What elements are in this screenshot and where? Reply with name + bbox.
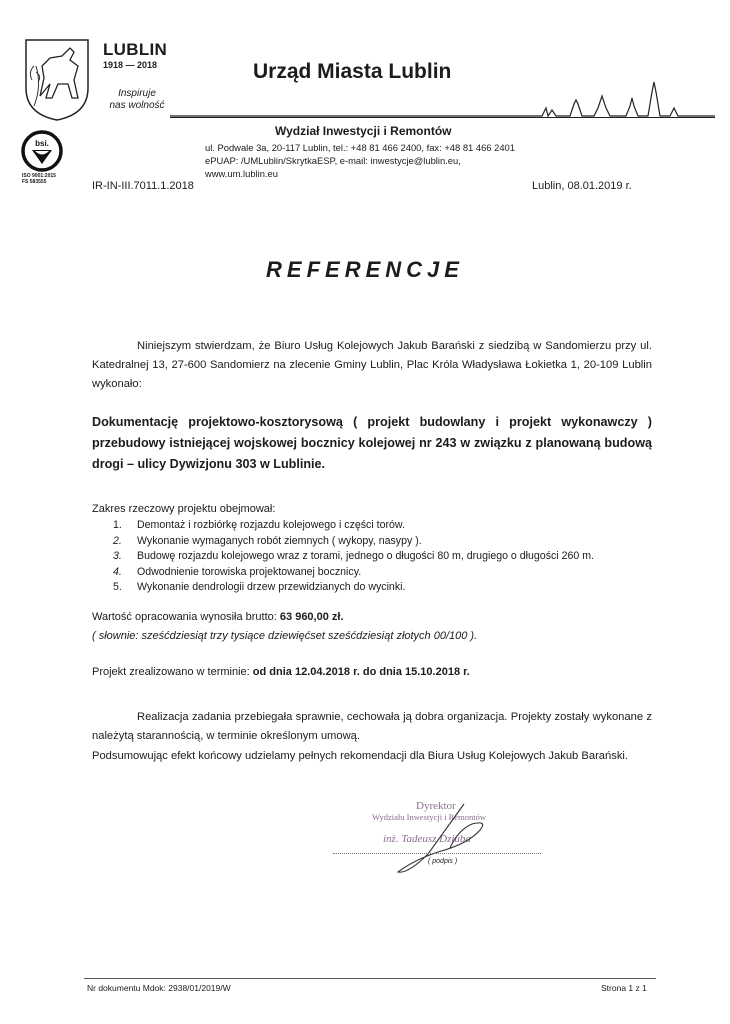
term-dates: od dnia 12.04.2018 r. do dnia 15.10.2018 r. [252,666,470,678]
project-term [92,666,470,678]
address-line: ul. Podwale 3a, 20-117 Lublin, tel.: +48 81 466 2400, fax: +48 81 466 2401 [205,142,515,153]
signature-line [333,853,541,854]
iso-certificate [22,173,56,185]
term-label: Projekt zrealizowano w terminie: [92,666,250,678]
city-name: LUBLIN [103,40,168,59]
document-heading: REFERENCJE [266,257,464,282]
iso-standard: ISO 9001:2015 [22,173,56,179]
scope-list [113,518,594,596]
scope-intro: Zakres rzeczowy projektu obejmował: [92,503,276,515]
project-subject: Dokumentację projektowo-kosztorysową ( projekt budowlany i projekt wykonawczy ) przebudowy istniejącej wojskowej bocznicy kolejowej nr 243 w związku z planowaną budową drogi – ulicy Dywizjonu 303 w Lublinie. [92,415,652,471]
item-number: 4. [113,565,122,578]
stamp-title: Dyrektor [416,800,456,812]
iso-cert-number: FS 583555 [22,179,47,185]
list-item [113,565,594,581]
closing-paragraph-2: Podsumowując efekt końcowy udzielamy pełnych rekomendacji dla Biura Usług Kolejowych Jakub Barański. [92,750,629,762]
anniversary-years: 1918 — 2018 [103,60,158,70]
stamp-name: inż. Tadeusz Dziuba [383,833,471,845]
contact-line: ePUAP: /UMLublin/SkrytkaESP, e-mail: inwestycje@lublin.eu, www.um.lublin.eu [205,155,461,179]
item-text: Wykonanie dendrologii drzew przewidzianych do wycinki. [137,581,406,593]
motto-line-1: Inspiruje [118,88,156,99]
city-skyline-graphic [170,78,715,126]
city-motto [108,88,166,112]
lublin-crest-logo [22,36,92,122]
intro-paragraph: Niniejszym stwierdzam, że Biuro Usług Kolejowych Jakub Barański z siedzibą w Sandomierzu przy ul. Katedralnej 13, 27-600 Sandomierz na zlecenie Gminy Lublin, Plac Króla Władysława Łokietka 1, 20-109 Lublin wykonało: [92,340,652,390]
signature-caption: ( podpis ) [428,858,458,865]
item-number: 3. [113,550,122,562]
item-text: Budowę rozjazdu kolejowego wraz z torami, jednego o długości 80 m, drugiego o długości 260 m. [137,550,594,562]
item-number: 2. [113,534,122,547]
department-name: Wydział Inwestycji i Remontów [275,124,452,138]
value-label: Wartość opracowania wynosiła brutto: [92,611,277,623]
item-number: 5. [113,581,122,593]
item-text: Wykonanie wymaganych robót ziemnych ( wykopy, nasypy ). [137,534,422,547]
bsi-brand-text: bsi. [35,139,49,148]
reference-number: IR-IN-III.7011.1.2018 [92,180,194,192]
closing-paragraph-1: Realizacja zadania przebiegała sprawnie, cechowała ją dobra organizacja. Projekty zostały wykonane z należytą starannością, w terminie określonym umową. [92,711,652,742]
footer-divider [84,978,656,979]
list-item [113,534,594,550]
handwritten-signature [368,800,528,880]
department-contact [205,141,535,180]
value-amount: 63 960,00 zł. [279,611,344,623]
motto-line-2: nas wolność [109,100,165,111]
item-text: Demontaż i rozbiórkę rozjazdu kolejowego i części torów. [137,519,405,531]
list-item [113,580,594,596]
contract-value [92,611,344,623]
footer-doc-number: Nr dokumentu Mdok: 2938/01/2019/W [87,983,231,993]
item-number: 1. [113,519,122,531]
footer-page-number: Strona 1 z 1 [601,983,647,993]
document-date: Lublin, 08.01.2019 r. [532,180,632,192]
office-title: Urząd Miasta Lublin [253,60,452,83]
list-item [113,549,594,565]
stamp-unit: Wydziału Inwestycji i Remontów [372,812,486,822]
list-item [113,518,594,534]
item-text: Odwodnienie torowiska projektowanej bocznicy. [137,565,362,578]
value-in-words: ( słownie: sześćdziesiąt trzy tysiące dziewięćset sześćdziesiąt złotych 00/100 ). [92,630,478,642]
